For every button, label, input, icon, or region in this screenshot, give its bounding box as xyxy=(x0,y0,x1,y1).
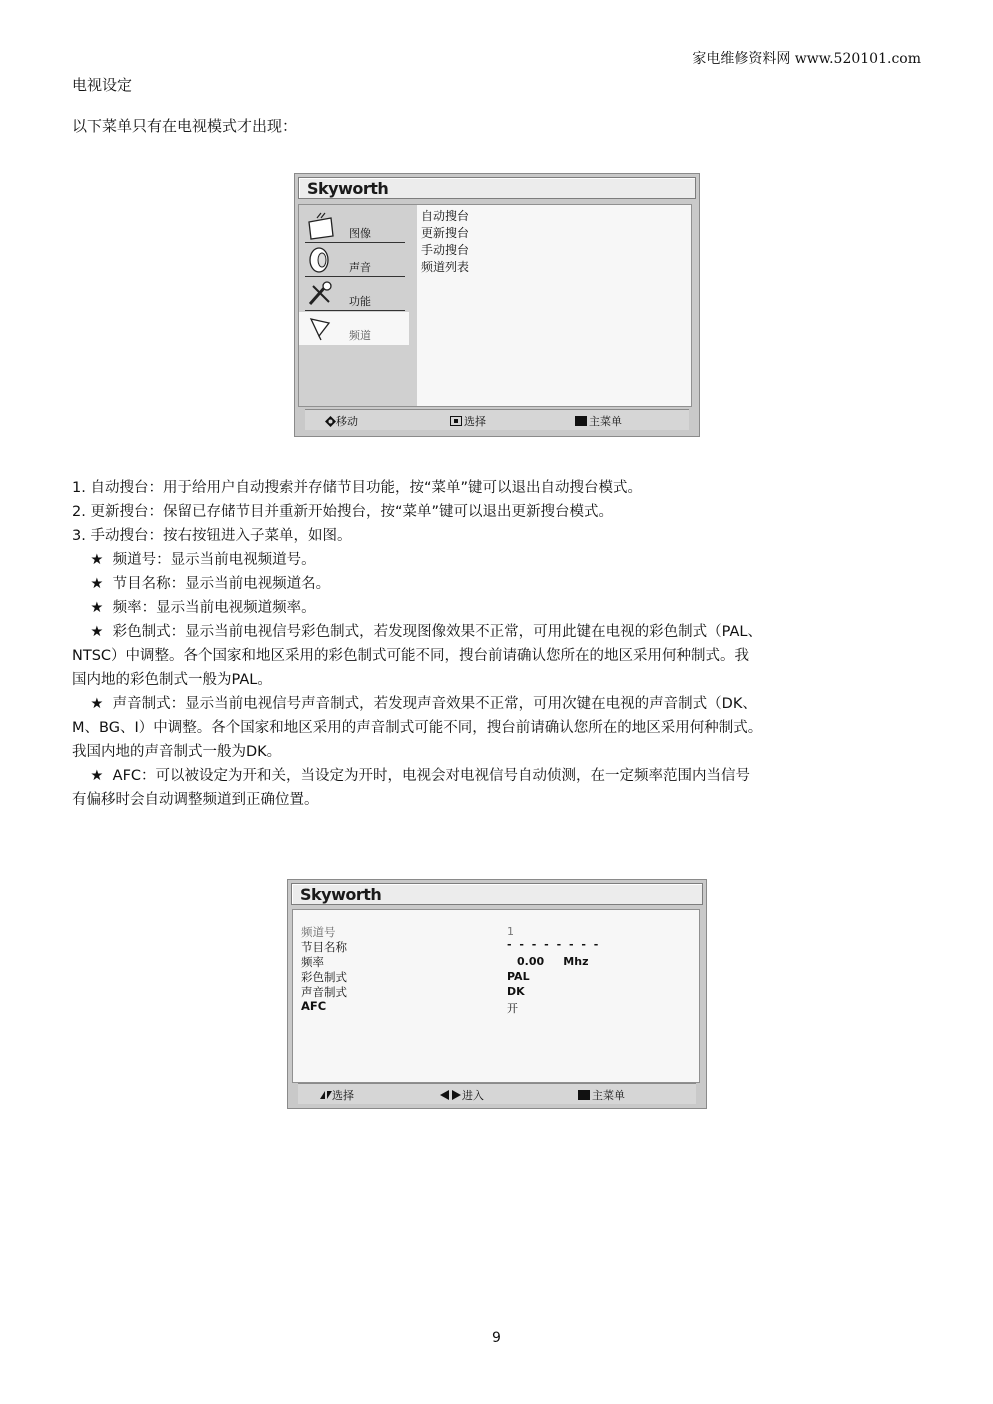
menu-item-manual-search[interactable]: 手动搜台 xyxy=(421,243,470,257)
text-line: M、BG、I）中调整。各个国家和地区采用的声音制式可能不同，搜台前请确认您所在的地区采用何种制式。 xyxy=(72,720,763,736)
section-title: 电视设定 xyxy=(72,76,133,94)
row-value-channel-number[interactable]: 1 xyxy=(507,925,514,938)
text-line: 国内地的彩色制式一般为PAL。 xyxy=(72,672,272,688)
menu1-footer xyxy=(305,409,689,430)
row-value-program-name[interactable]: - - - - - - - - xyxy=(507,938,601,951)
footer-enter-label: 进入 xyxy=(462,1089,484,1102)
footer-move-label: 移动 xyxy=(336,415,358,428)
antenna-icon xyxy=(305,314,337,342)
menu1-brand: Skyworth xyxy=(307,179,389,198)
page-number: 9 xyxy=(492,1330,501,1346)
text-line: ★ 声音制式：显示当前电视信号声音制式，若发现声音效果不正常，可用次键在电视的声音制式（DK、 xyxy=(72,696,757,712)
row-value-afc[interactable]: 开 xyxy=(507,1002,518,1015)
dpad-icon xyxy=(325,416,336,427)
menu1-body xyxy=(298,204,692,407)
row-label-program-name: 节目名称 xyxy=(301,940,347,954)
text-line: 2. 更新搜台：保留已存储节目并重新开始搜台，按“菜单”键可以退出更新搜台模式。 xyxy=(72,504,613,520)
sidebar-divider xyxy=(305,276,405,277)
menu-key-icon xyxy=(578,1090,590,1100)
menu-key-icon xyxy=(575,416,587,426)
row-label-channel-number: 频道号 xyxy=(301,925,336,939)
row-value-frequency[interactable]: 0.00 Mhz xyxy=(517,955,589,968)
text-line: ★ 节目名称：显示当前电视频道名。 xyxy=(72,576,331,592)
text-line: 1. 自动搜台：用于给用户自动搜索并存储节目功能，按“菜单”键可以退出自动搜台模式。 xyxy=(72,480,642,496)
sidebar-label-sound: 声音 xyxy=(349,261,371,274)
sidebar-label-picture: 图像 xyxy=(349,227,371,240)
menu2-title-bar xyxy=(291,883,703,905)
tools-icon xyxy=(305,280,337,308)
select-key-icon xyxy=(450,416,462,426)
text-line: ★ 彩色制式：显示当前电视信号彩色制式，若发现图像效果不正常，可用此键在电视的彩色制式（PAL、 xyxy=(72,624,762,640)
row-label-sound-system: 声音制式 xyxy=(301,985,347,999)
footer-select-hint xyxy=(450,413,486,429)
footer-select-hint xyxy=(320,1087,354,1103)
sidebar-divider xyxy=(305,242,405,243)
row-label-afc: AFC xyxy=(301,999,327,1013)
body-text xyxy=(72,476,762,812)
sidebar-divider xyxy=(305,310,405,311)
row-label-color-system: 彩色制式 xyxy=(301,970,347,984)
row-label-frequency: 频率 xyxy=(301,955,324,969)
menu-item-channel-list[interactable]: 频道列表 xyxy=(421,260,470,274)
footer-main-hint xyxy=(578,1087,625,1103)
text-line: ★ AFC：可以被设定为开和关，当设定为开时，电视会对电视信号自动侦测，在一定频率范围内当信号 xyxy=(72,768,751,784)
text-line: NTSC）中调整。各个国家和地区采用的彩色制式可能不同，搜台前请确认您所在的地区采用何种制式。我 xyxy=(72,648,750,664)
menu2-body xyxy=(292,909,700,1083)
sidebar-label-channel: 频道 xyxy=(349,329,371,342)
menu1-item-list xyxy=(421,208,469,276)
footer-main-label: 主菜单 xyxy=(592,1089,625,1102)
left-right-arrows-icon xyxy=(440,1090,462,1100)
menu2-footer xyxy=(298,1083,696,1104)
up-down-arrows-icon xyxy=(320,1090,332,1100)
footer-select-label: 选择 xyxy=(332,1089,354,1102)
sidebar-item-function[interactable] xyxy=(299,278,409,311)
footer-main-hint xyxy=(575,413,622,429)
menu2-brand: Skyworth xyxy=(300,885,382,904)
menu-item-update-search[interactable]: 更新搜台 xyxy=(421,226,470,240)
row-value-color-system[interactable]: PAL xyxy=(507,970,530,983)
row-value-sound-system[interactable]: DK xyxy=(507,985,525,998)
menu-item-auto-search[interactable]: 自动搜台 xyxy=(421,209,470,223)
sidebar-item-channel[interactable] xyxy=(299,312,409,345)
text-line: 有偏移时会自动调整频道到正确位置。 xyxy=(72,792,319,808)
footer-move-hint xyxy=(325,413,358,429)
sidebar-item-picture[interactable] xyxy=(299,210,409,243)
text-line: ★ 频道号：显示当前电视频道号。 xyxy=(72,552,316,568)
text-line: 我国内地的声音制式一般为DK。 xyxy=(72,744,282,760)
footer-enter-hint xyxy=(440,1087,484,1103)
text-line: ★ 频率：显示当前电视频道频率。 xyxy=(72,600,316,616)
tv-icon xyxy=(305,212,337,240)
speaker-icon xyxy=(305,246,337,274)
sidebar-label-function: 功能 xyxy=(349,295,371,308)
menu1-title-bar xyxy=(298,177,696,199)
tv-menu-screenshot-2 xyxy=(287,879,707,1109)
text-line: 3. 手动搜台：按右按钮进入子菜单，如图。 xyxy=(72,528,352,544)
footer-select-label: 选择 xyxy=(464,415,486,428)
intro-text: 以下菜单只有在电视模式才出现： xyxy=(72,117,298,135)
menu1-sidebar xyxy=(299,205,417,406)
tv-menu-screenshot-1 xyxy=(294,173,700,437)
footer-main-label: 主菜单 xyxy=(589,415,622,428)
sidebar-item-sound[interactable] xyxy=(299,244,409,277)
header-site: 家电维修资料网 www.520101.com xyxy=(692,51,921,67)
